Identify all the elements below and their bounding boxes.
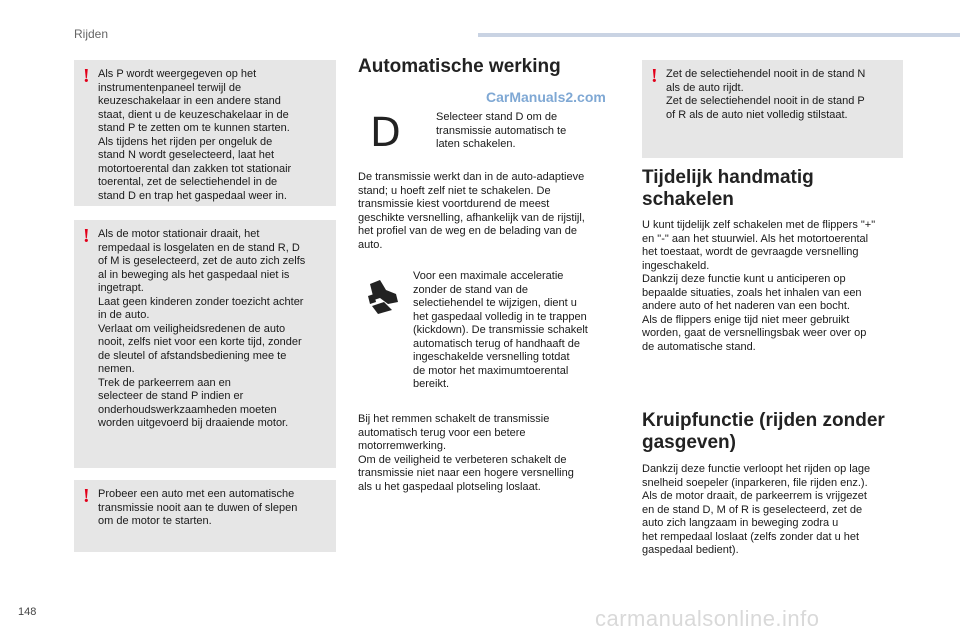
warning-icon: ! xyxy=(651,65,658,87)
d-mode-icon: D xyxy=(370,110,401,156)
warning-box-1 xyxy=(74,60,336,206)
step-select-d: Selecteer stand D om de transmissie automatisch te laten schakelen. xyxy=(436,111,567,150)
watermark: CarManuals2.com xyxy=(486,89,606,105)
warning-text-4: Zet de selectiehendel nooit in de stand N als de auto rijdt. Zet de selectiehendel nooit in de stand P of R als de auto niet volledig stilstaat. xyxy=(666,68,866,121)
page-number: 148 xyxy=(18,606,37,618)
warning-text-3: Probeer een auto met een automatische transmissie nooit aan te duwen of slepen om de motor te starten. xyxy=(98,488,298,527)
warning-icon: ! xyxy=(83,225,90,247)
warning-icon: ! xyxy=(83,485,90,507)
warning-box-4 xyxy=(642,60,903,158)
paragraph-adaptive: De transmissie werkt dan in de auto-adaptieve stand; u hoeft zelf niet te schakelen. De transmissie kiest voortdurend de meest geschikte versnelling, afhankelijk van de rijstijl, het profiel van de weg en de belading van de auto. xyxy=(358,171,585,251)
warning-icon: ! xyxy=(83,65,90,87)
header-bar xyxy=(478,33,960,37)
warning-text-1: Als P wordt weergegeven op het instrumentenpaneel terwijl de keuzeschakelaar in een andere stand staat, dient u de keuzeschakelaar in de stand P te zetten om te kunnen starten. Als tijdens het rijden per ongeluk de stand N wordt geselecteerd, laat het motortoerental dan zakken tot stationair toerental, zet de selectiehendel in de stand D en trap het gaspedaal weer in. xyxy=(98,68,292,202)
footer-watermark: carmanualsonline.info xyxy=(595,606,820,631)
section-label: Rijden xyxy=(74,27,109,41)
paragraph-kruip: Dankzij deze functie verloopt het rijden op lage snelheid soepeler (inparkeren, file rijden enz.). Als de motor draait, de parkeerrem is vrijgezet en de stand D, M of R is geselecteerd, zet de auto zich langzaam in beweging zodra u het rempedaal loslaat (zelfs zonder dat u het gaspedaal bedient). xyxy=(642,463,871,556)
heading-automatische-werking: Automatische werking xyxy=(358,56,561,77)
paragraph-braking: Bij het remmen schakelt de transmissie automatisch terug voor een betere motorremwerking. Om de veiligheid te verbeteren schakelt de transmissie niet naar een hogere versnelling als u het gaspedaal plotseling loslaat. xyxy=(358,413,574,493)
heading-handmatig: Tijdelijk handmatig schakelen xyxy=(642,167,814,210)
paragraph-flippers: U kunt tijdelijk zelf schakelen met de flippers "+" en "-" aan het stuurwiel. Als het motortoerental het toestaat, wordt de gevraagde versnelling ingeschakeld. Dankzij deze functie kunt u anticiperen op bepaalde situaties, zoals het inhalen van een andere auto of het naderen van een bocht. Als de flippers enige tijd niet meer gebruikt worden, gaat de versnellingsbak weer over op de automatische stand. xyxy=(642,219,876,353)
heading-kruipfunctie: Kruipfunctie (rijden zonder gasgeven) xyxy=(642,410,885,453)
kickdown-pedal-icon xyxy=(366,276,402,316)
warning-box-3 xyxy=(74,480,336,552)
paragraph-kickdown: Voor een maximale acceleratie zonder de stand van de selectiehendel te wijzigen, dient u het gaspedaal volledig in te trappen (kickdown). De transmissie schakelt automatisch terug of handhaaft de ingeschakelde versnelling totdat de motor het maximumtoerental bereikt. xyxy=(413,270,588,390)
warning-box-2 xyxy=(74,220,336,468)
warning-text-2: Als de motor stationair draait, het rempedaal is losgelaten en de stand R, D of M is geselecteerd, zet de auto zich zelfs al in beweging als het gaspedaal niet is ingetrapt. Laat geen kinderen zonder toezicht achter in de auto. Verlaat om veiligheidsredenen de auto nooit, zelfs niet voor een korte tijd, zonder de sleutel of afstandsbediening mee te nemen. Trek de parkeerrem aan en selecteer de stand P indien er onderhoudswerkzaamheden moeten worden uitgevoerd bij draaiende motor. xyxy=(98,228,306,429)
